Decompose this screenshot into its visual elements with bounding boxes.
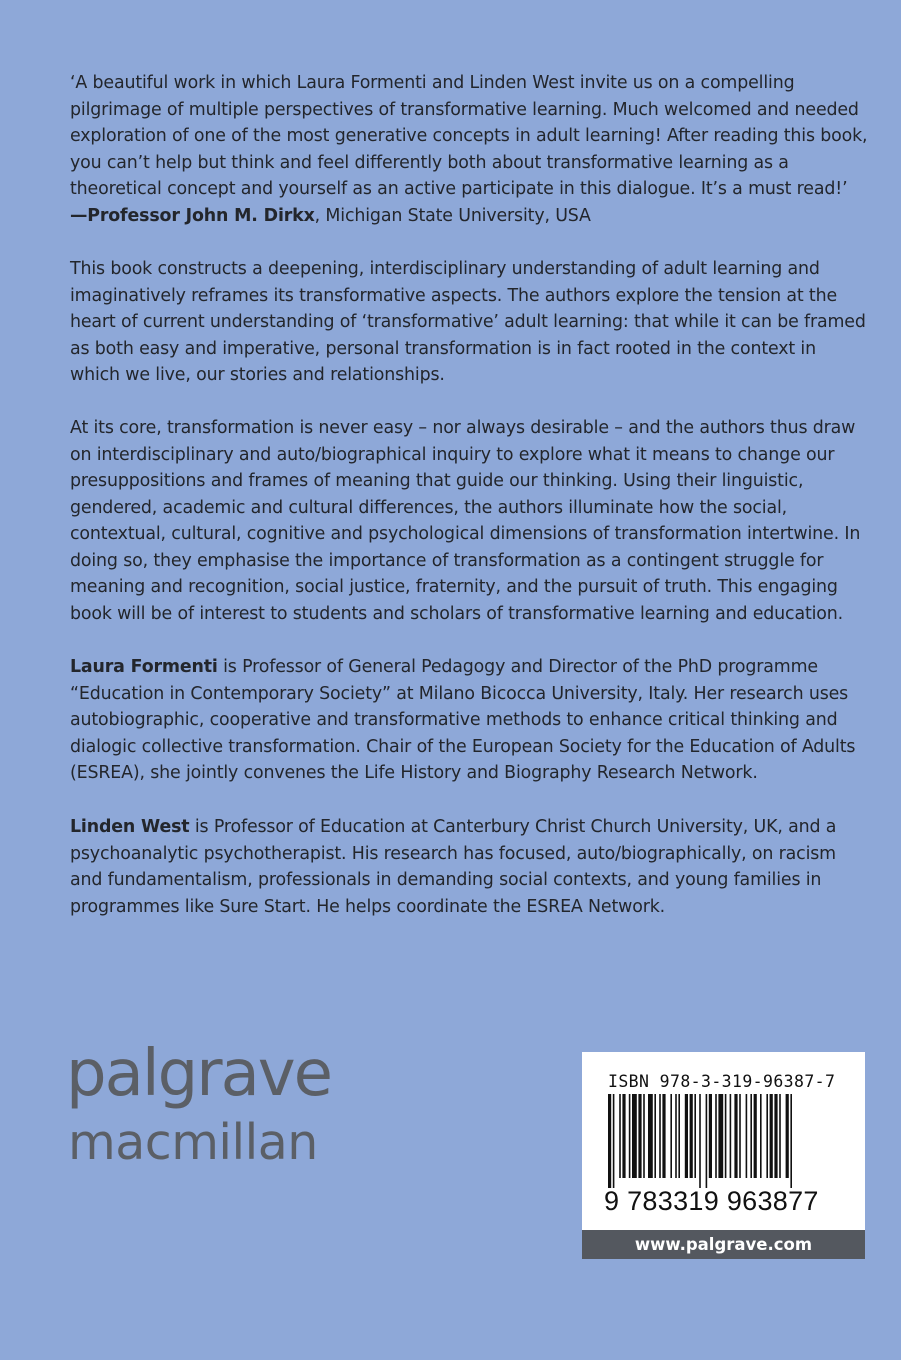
barcode-bar <box>709 1094 712 1178</box>
barcode-bar <box>622 1094 625 1178</box>
barcode-bar <box>774 1094 777 1178</box>
description-text-2: At its core, transformation is never easy – nor always desirable – and the authors thus draw on interdisciplinary and auto/biographical inquiry to explore what it means to change our presuppositions and frames of meaning that guide our thinking. Using their linguistic, gendered, academic and cultural differences, the authors illuminate how the social, contextual, cultural, cognitive and psychological dimensions of transformation intertwine. In doing so, they emphasise the importance of transformation as a contingent struggle for meaning and recognition, social justice, fraternity, and the pursuit of truth. This engaging book will be of interest to students and scholars of transformative learning and education. <box>70 418 861 624</box>
barcode-bar <box>706 1094 708 1188</box>
barcode-bar <box>629 1094 631 1178</box>
barcode-bar <box>632 1094 637 1178</box>
barcode-bar <box>718 1094 723 1178</box>
author-name-west: Linden West <box>70 817 190 837</box>
barcode-bar <box>739 1094 741 1178</box>
barcode-bar <box>608 1094 611 1188</box>
barcode-bar <box>662 1094 665 1178</box>
endorser-name: —Professor John M. Dirkx <box>70 205 315 226</box>
description-paragraph-1 <box>70 256 870 389</box>
barcode-bar <box>779 1094 781 1178</box>
barcode-bar <box>654 1094 656 1178</box>
publisher-logo-macmillan: macmillan <box>68 1114 318 1171</box>
author-bio-west <box>70 814 870 920</box>
barcode-digits: 9 783319 963877 <box>604 1186 819 1216</box>
barcode-bar <box>648 1094 653 1178</box>
endorsement-quote: ‘A beautiful work in which Laura Formenti and Linden West invite us on a compelling pilgrimage of multiple perspectives of transformative learning. Much welcomed and needed exploration of one of the most generative concepts in adult learning! After reading this book, you can’t help but think and feel differently both about transformative learning as a theoretical concept and yourself as an active participate in this dialogue. It’s a must read!’ <box>70 73 868 199</box>
author-bio-formenti <box>70 654 870 787</box>
barcode-bar <box>685 1094 688 1178</box>
barcode-bar <box>675 1094 677 1178</box>
barcode-bar <box>678 1094 680 1178</box>
barcode-bar <box>619 1094 621 1178</box>
endorsement-quote-block <box>70 70 870 229</box>
author-bio-text-west: is Professor of Education at Canterbury Christ Church University, UK, and a psychoanalytic psychotherapist. His research has focused, auto/biographically, on racism and fundamentalism, professionals in demanding social contexts, and young families in programmes like Sure Start. He helps coordinate the ESREA Network. <box>70 817 837 917</box>
barcode-bar <box>754 1094 757 1178</box>
barcode-icon <box>604 1094 844 1188</box>
barcode-bar <box>766 1094 768 1178</box>
barcode-bar <box>659 1094 661 1178</box>
barcode-bar <box>770 1094 773 1178</box>
barcode-bar <box>699 1094 701 1188</box>
barcode-bar <box>690 1094 693 1178</box>
barcode-bar <box>670 1094 672 1178</box>
barcode-bar <box>746 1094 748 1178</box>
barcode-bar <box>725 1094 727 1178</box>
barcode-bar <box>734 1094 737 1178</box>
author-bio-text-formenti: is Professor of General Pedagogy and Director of the PhD programme “Education in Contemporary Society” at Milano Bicocca University, Italy. Her research uses autobiographic, cooperative and transformative methods to enhance critical thinking and dialogic collective transformation. Chair of the European Society for the Education of Adults (ESREA), she jointly convenes the Life History and Biography Research Network. <box>70 657 856 783</box>
barcode-bar <box>786 1094 789 1178</box>
publisher-website: www.palgrave.com <box>582 1230 865 1259</box>
barcode-bar <box>760 1094 762 1178</box>
isbn-barcode-panel <box>582 1052 865 1230</box>
description-paragraph-2 <box>70 415 870 627</box>
barcode-bar <box>730 1094 732 1178</box>
barcode-bar <box>613 1094 615 1188</box>
barcode-bar <box>750 1094 752 1178</box>
description-text-1: This book constructs a deepening, interdisciplinary understanding of adult learning and imaginatively reframes its transformative aspects. The authors explore the tension at the heart of current understanding of ‘transformative’ adult learning: that while it can be framed as both easy and imperative, personal transformation is in fact rooted in the context in which we live, our stories and relationships. <box>70 259 866 385</box>
barcode-bar <box>638 1094 641 1178</box>
endorser-affiliation: , Michigan State University, USA <box>314 205 591 226</box>
author-name-formenti: Laura Formenti <box>70 657 218 677</box>
isbn-label: ISBN 978-3-319-96387-7 <box>608 1072 836 1091</box>
barcode-bar <box>790 1094 792 1188</box>
publisher-logo-palgrave: palgrave <box>66 1037 332 1111</box>
barcode-bar <box>694 1094 696 1178</box>
barcode-bar <box>643 1094 645 1178</box>
barcode-bar <box>715 1094 717 1178</box>
